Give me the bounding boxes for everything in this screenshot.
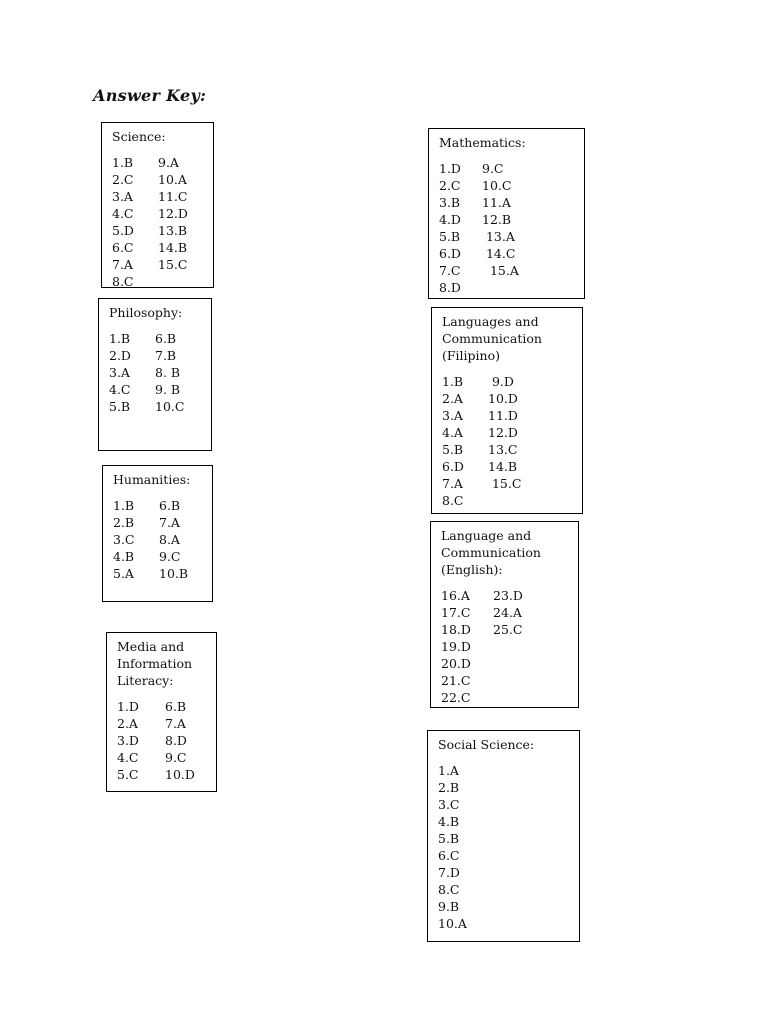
- answer-row: [112, 273, 204, 290]
- answer-row: [441, 604, 569, 621]
- answer-item: 4.B: [438, 814, 460, 829]
- answer-item: 21.C: [441, 673, 471, 688]
- answer-row: [442, 407, 573, 424]
- answer-list: [117, 698, 207, 783]
- answer-item: 14.B: [488, 459, 518, 474]
- answer-item: 1.B: [113, 498, 135, 513]
- answer-list: [438, 762, 570, 932]
- answer-item: 7.A: [159, 515, 180, 530]
- answer-row: [112, 154, 204, 171]
- english-communication-answer-box: [430, 521, 579, 708]
- answer-item: 4.C: [117, 750, 139, 765]
- answer-list: [442, 373, 573, 509]
- answer-item: 10.A: [438, 916, 467, 931]
- answer-row: [117, 766, 207, 783]
- answer-row: [438, 864, 570, 881]
- answer-row: [439, 228, 575, 245]
- answer-item: 10.B: [159, 566, 189, 581]
- answer-item: 5.B: [439, 229, 461, 244]
- answer-item: 6.C: [112, 240, 134, 255]
- answer-item: 12.D: [158, 206, 188, 221]
- answer-item: 8.C: [438, 882, 460, 897]
- answer-item: 6.B: [155, 331, 177, 346]
- answer-row: [439, 262, 575, 279]
- answer-item: 8.C: [442, 493, 464, 508]
- answer-item: 8. B: [155, 365, 181, 380]
- answer-item: 10.C: [482, 178, 512, 193]
- answer-row: [112, 171, 204, 188]
- section-title: Media and Information Literacy:: [117, 639, 193, 688]
- answer-item: 4.B: [113, 549, 135, 564]
- answer-row: [438, 830, 570, 847]
- answer-row: [117, 732, 207, 749]
- answer-item: 7.D: [438, 865, 460, 880]
- answer-row: [109, 381, 202, 398]
- answer-item: 9.A: [158, 155, 179, 170]
- answer-row: [441, 689, 569, 706]
- answer-row: [112, 239, 204, 256]
- answer-row: [442, 441, 573, 458]
- answer-item: 8.D: [439, 280, 461, 295]
- answer-item: 7.B: [155, 348, 177, 363]
- page-title: Answer Key:: [93, 86, 207, 105]
- answer-item: 2.B: [113, 515, 135, 530]
- section-title: Language and Communication (English):: [441, 528, 541, 577]
- answer-item: 16.A: [441, 588, 470, 603]
- answer-item: 2.A: [117, 716, 138, 731]
- answer-row: [109, 364, 202, 381]
- answer-item: 9.C: [482, 161, 504, 176]
- answer-item: 9.C: [159, 549, 181, 564]
- answer-item: 7.A: [165, 716, 186, 731]
- answer-row: [112, 188, 204, 205]
- answer-item: 5.B: [442, 442, 464, 457]
- answer-item: 7.C: [439, 263, 461, 278]
- answer-item: 9.B: [438, 899, 460, 914]
- answer-item: 17.C: [441, 605, 471, 620]
- answer-item: 8.C: [112, 274, 134, 289]
- section-title: Philosophy:: [109, 305, 183, 320]
- answer-item: 4.D: [439, 212, 461, 227]
- answer-item: 12.D: [488, 425, 518, 440]
- filipino-communication-answer-box: [431, 307, 583, 514]
- answer-item: 5.B: [438, 831, 460, 846]
- answer-item: 13.A: [482, 229, 515, 244]
- answer-row: [113, 514, 203, 531]
- answer-item: 2.C: [112, 172, 134, 187]
- answer-item: 10.C: [155, 399, 185, 414]
- answer-item: 3.A: [112, 189, 133, 204]
- answer-row: [439, 160, 575, 177]
- answer-item: 13.C: [488, 442, 518, 457]
- answer-row: [117, 698, 207, 715]
- answer-item: 1.A: [438, 763, 459, 778]
- answer-item: 9.D: [488, 374, 514, 389]
- answer-list: [441, 587, 569, 706]
- answer-item: 3.A: [109, 365, 130, 380]
- answer-item: 12.B: [482, 212, 512, 227]
- answer-item: 4.C: [112, 206, 134, 221]
- answer-item: 11.C: [158, 189, 188, 204]
- answer-row: [439, 245, 575, 262]
- answer-item: 10.D: [488, 391, 518, 406]
- section-title: Social Science:: [438, 737, 535, 752]
- answer-list: [439, 160, 575, 296]
- answer-item: 20.D: [441, 656, 471, 671]
- media-information-literacy-answer-box: [106, 632, 217, 792]
- section-title: Humanities:: [113, 472, 191, 487]
- answer-row: [439, 194, 575, 211]
- answer-item: 15.C: [488, 476, 522, 491]
- answer-item: 3.B: [439, 195, 461, 210]
- answer-item: 9. B: [155, 382, 181, 397]
- answer-item: 14.C: [482, 246, 516, 261]
- answer-item: 5.A: [113, 566, 134, 581]
- answer-item: 5.C: [117, 767, 139, 782]
- answer-item: 14.B: [158, 240, 188, 255]
- answer-item: 6.B: [159, 498, 181, 513]
- answer-row: [438, 881, 570, 898]
- answer-item: 6.B: [165, 699, 187, 714]
- answer-item: 1.B: [112, 155, 134, 170]
- answer-row: [113, 497, 203, 514]
- answer-item: 2.C: [439, 178, 461, 193]
- answer-row: [442, 492, 573, 509]
- answer-item: 7.A: [442, 476, 463, 491]
- answer-row: [442, 475, 573, 492]
- answer-item: 1.D: [117, 699, 139, 714]
- answer-item: 10.A: [158, 172, 187, 187]
- answer-row: [109, 398, 202, 415]
- answer-item: 4.A: [442, 425, 463, 440]
- answer-item: 11.D: [488, 408, 518, 423]
- answer-row: [438, 796, 570, 813]
- answer-item: 1.B: [109, 331, 131, 346]
- science-answer-box: [101, 122, 214, 288]
- answer-row: [441, 655, 569, 672]
- answer-row: [441, 621, 569, 638]
- answer-row: [439, 211, 575, 228]
- answer-item: 2.B: [438, 780, 460, 795]
- answer-item: 15.A: [482, 263, 519, 278]
- answer-list: [113, 497, 203, 582]
- answer-item: 2.A: [442, 391, 463, 406]
- answer-row: [117, 749, 207, 766]
- answer-row: [113, 531, 203, 548]
- answer-row: [439, 177, 575, 194]
- answer-item: 5.B: [109, 399, 131, 414]
- answer-row: [442, 424, 573, 441]
- mathematics-answer-box: [428, 128, 585, 299]
- answer-list: [109, 330, 202, 415]
- answer-item: 3.A: [442, 408, 463, 423]
- answer-row: [441, 638, 569, 655]
- answer-item: 1.B: [442, 374, 464, 389]
- answer-item: 13.B: [158, 223, 188, 238]
- answer-row: [441, 672, 569, 689]
- answer-item: 3.D: [117, 733, 139, 748]
- answer-item: 4.C: [109, 382, 131, 397]
- answer-item: 19.D: [441, 639, 471, 654]
- answer-item: 24.A: [493, 605, 522, 620]
- section-title: Mathematics:: [439, 135, 526, 150]
- answer-row: [438, 779, 570, 796]
- answer-item: 6.C: [438, 848, 460, 863]
- answer-item: 2.D: [109, 348, 131, 363]
- answer-row: [117, 715, 207, 732]
- answer-row: [112, 256, 204, 273]
- answer-row: [112, 205, 204, 222]
- answer-row: [438, 762, 570, 779]
- answer-row: [442, 373, 573, 390]
- answer-row: [438, 915, 570, 932]
- philosophy-answer-box: [98, 298, 212, 451]
- answer-item: 8.D: [165, 733, 187, 748]
- answer-item: 15.C: [158, 257, 188, 272]
- answer-item: 23.D: [493, 588, 523, 603]
- answer-item: 6.D: [439, 246, 461, 261]
- answer-row: [113, 548, 203, 565]
- answer-row: [441, 587, 569, 604]
- answer-item: 22.C: [441, 690, 471, 705]
- answer-row: [109, 347, 202, 364]
- answer-item: 9.C: [165, 750, 187, 765]
- answer-item: 18.D: [441, 622, 471, 637]
- answer-row: [439, 279, 575, 296]
- section-title: Languages and Communication (Filipino): [442, 314, 542, 363]
- answer-item: 11.A: [482, 195, 511, 210]
- answer-row: [438, 813, 570, 830]
- humanities-answer-box: [102, 465, 213, 602]
- answer-list: [112, 154, 204, 290]
- answer-row: [442, 458, 573, 475]
- social-science-answer-box: [427, 730, 580, 942]
- answer-item: 8.A: [159, 532, 180, 547]
- answer-item: 5.D: [112, 223, 134, 238]
- answer-item: 3.C: [113, 532, 135, 547]
- answer-item: 7.A: [112, 257, 133, 272]
- answer-row: [442, 390, 573, 407]
- answer-row: [109, 330, 202, 347]
- answer-item: 1.D: [439, 161, 461, 176]
- answer-row: [438, 898, 570, 915]
- answer-item: 3.C: [438, 797, 460, 812]
- answer-row: [112, 222, 204, 239]
- answer-item: 10.D: [165, 767, 195, 782]
- answer-item: 6.D: [442, 459, 464, 474]
- answer-row: [113, 565, 203, 582]
- answer-row: [438, 847, 570, 864]
- section-title: Science:: [112, 129, 166, 144]
- answer-item: 25.C: [493, 622, 523, 637]
